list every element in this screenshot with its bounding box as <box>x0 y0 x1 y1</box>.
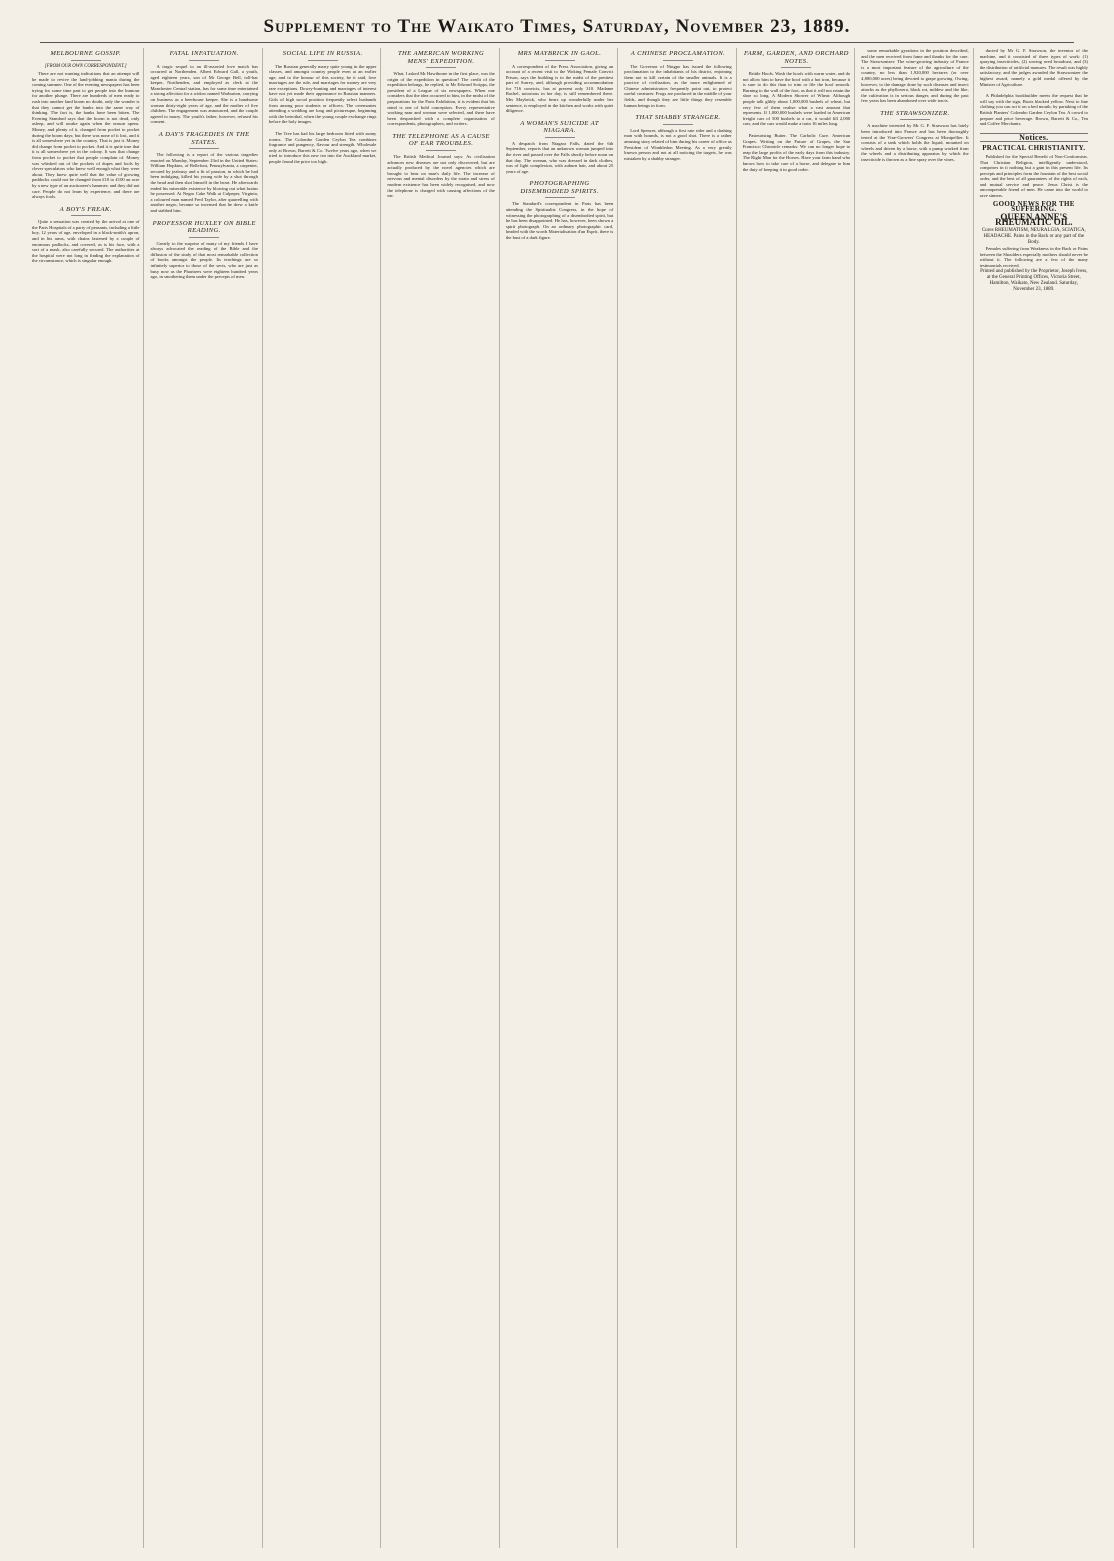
heading-rule <box>426 150 456 151</box>
advert-product: QUEEN ANNE'S RHEUMATIC OIL. <box>995 211 1073 228</box>
article-body: A despatch from Niagara Falls, dated the 6th September, reports that an unknown woman jumped into the river and passed over the Falls shortly before noon on that day. The woman, who was dressed in dark clothes, was of light complexion, with auburn hair, and about 25 years of age. <box>505 140 614 174</box>
notice-body: Published for the Special Benefit of Non-Conformists. That Christian Religion, intelligently understood, comprises in it nothing but a gain in this present life. Its precepts and principles form the fountain of the best social order, and the best of all guarantees of the rights of each, and mutual service and peace. Jesus Christ is the unconquerable friend of men. He came into the world to save sinners. <box>979 153 1088 199</box>
heading-rule <box>545 60 575 61</box>
article-body: Pasteurising Butter. The Carbolic Cure. American Grapes. Writing on the Future of Grapes, the San Francisco Chronicle remarks: We can no longer hope to reap the large profits of the early days from this industry. The Right Man for the Horses. Have your farm hand who knows how to take care of a horse, and delegate to him the duty of keeping it in good order. <box>742 132 851 172</box>
article-heading: MELBOURNE GOSSIP. <box>50 50 122 57</box>
article-body: What, I asked Mr Hawthorne in the first place, was the origin of the expedition in question? The credit of the expedition belongs, he replied, to Mr Edward Scripps, the president of a League of six newspapers. When one considers that the idea occurred to him, in the midst of the preparations for the Paris Exhibition, it is evident that his mind is one of bold conception. Every representative working man and woman were selected, and there have been despatched with a complete organisation of correspondents, photographers, and writers. <box>387 71 495 127</box>
article-heading: A WOMAN'S SUICIDE AT NIAGARA. <box>520 119 599 135</box>
article-heading: SOCIAL LIFE IN RUSSIA. <box>282 50 363 57</box>
article-heading: FARM, GARDEN, AND ORCHARD NOTES. <box>744 50 849 65</box>
masthead: Supplement to The Waikato Times, Saturday, November 23, 1889. <box>40 16 1074 43</box>
article-heading: PROFESSOR HUXLEY ON BIBLE READING. <box>152 219 256 235</box>
article-body: Greatly to the surprise of many of my friends I have always advocated the reading of the Bible and the diffusion of the study of that most remarkable collection of books amongst the people. Its teachings are so infinitely superior to those of the sects, who are just as busy now as the Pharisees were eighteen hundred years ago, in smothering them under the precepts of men. <box>150 240 258 280</box>
article <box>387 50 494 127</box>
article-body: The British Medical Journal says: As civilisation advances new diseases are not only discovered, but are actually produced by the novel agencies which are brought to bear on man's daily life. The increase of nervous and mental disorders by the strain and stress of modern existence has been widely recognised, and now the telephone is charged with causing affections of the ear. <box>387 153 495 199</box>
article-body: A tragic sequel to an ill-assorted love match has occurred at Northenden. Albert Edward Gall, a youth, aged eighteen years, son of Mr George Bell, toll-bar keeper, Northenden, and employed as clerk at the Manchester Central station, has for some time entertained a strong affection for a widow named Warburton, carrying on business as a beerhouse keeper. She is a handsome woman thirty-eight years of age, and the mother of five children. The engagement was announced, and the couple agreed to marry. The youth's father, however, refused his consent. <box>150 63 258 125</box>
article-heading: THAT SHABBY STRANGER. <box>635 114 721 122</box>
article-body: Quite a sensation was created by the arrival at one of the Paris Hospitals of a party of peasants, including a little boy, 12 years of age, enveloped in a black-smith's apron, and in his arms, with chains fastened by a couple of enormous padlocks, and covered, as is his face, with a sort of a mask, also carefully secured. The authorities at the hospital were not long in finding the explanation of the circumstance, which is singular enough. <box>32 219 140 264</box>
article-body: some remarkable gyrations in the position described, and the men received from fame and thanks for the cure. The Strawsonizer: The wine-growing industry of France is a most important feature of the agriculture of the country, no less than 1,920,000 hectares (or over 4,800,000 acres) being devoted to grape growing. Owing, however, to the damage done by such diseases and insect attacks as the phylloxera, black rot, mildew and the like, the cultivation is in serious danger, and during the past few years has been abandoned over wide tracts. <box>861 48 969 104</box>
heading-rule <box>71 60 101 61</box>
column-1 <box>32 48 144 1548</box>
article <box>150 131 257 214</box>
article-heading: MRS MAYBRICK IN GAOL. <box>517 50 602 57</box>
notices-heading: Notices. <box>980 133 1088 143</box>
article <box>980 93 1088 127</box>
article-heading: A CHINESE PROCLAMATION. <box>630 50 726 57</box>
article <box>32 50 139 200</box>
advert-cures: Cures RHEUMATISM, NEURALGIA, SCIATICA, HEADACHE. Pains in the Back or any part of the Body. <box>981 228 1086 246</box>
article <box>269 50 376 125</box>
article <box>861 110 968 163</box>
article-heading: THE STRAWSONIZER. <box>880 109 950 117</box>
article <box>506 180 613 240</box>
heading-rule <box>426 67 456 68</box>
article-heading: A DAY'S TRAGEDIES IN THE STATES. <box>158 131 250 146</box>
article <box>743 133 850 172</box>
column-5 <box>506 48 618 1548</box>
article-body: The Russian generally marry quite young in the upper classes, and amongst country people even at an earlier age; and to the honour of this society, be it said, love marriages are the rule, and marriages for money are very rare exceptions. Dowry-hunting and marriages of interest have not yet made their appearance in Russian manners. Girls of high social position frequently select husbands from among poor students or officers. The ceremonies attending a wedding are long and picturesque, beginning with the betrothal, when the young couple exchange rings before the holy images. <box>268 63 377 125</box>
article <box>269 131 376 165</box>
article <box>32 206 139 264</box>
article <box>150 50 257 125</box>
column-7 <box>743 48 855 1548</box>
article-heading: A BOY'S FREAK. <box>59 205 112 213</box>
heading-rule <box>308 60 338 61</box>
article-heading: THE AMERICAN WORKING MENS' EXPEDITION. <box>397 50 485 65</box>
article <box>387 133 494 199</box>
advert-lead: GOOD NEWS FOR THE SUFFERING. <box>992 199 1075 214</box>
notice-title: PRACTICAL CHRISTIANITY. <box>982 144 1086 153</box>
article <box>624 50 731 108</box>
article-subheading: [FROM OUR OWN CORRESPONDENT.] <box>44 63 127 69</box>
heading-rule <box>189 148 219 149</box>
article <box>506 50 613 114</box>
article <box>743 50 850 127</box>
article <box>506 120 613 175</box>
column-3 <box>269 48 381 1548</box>
heading-rule <box>781 67 811 68</box>
article-body: The Governor of Ningpo has issued the following proclamation to the inhabitants of his district, enjoining them not to kill certain of the smaller animals. It is a practice of civilisation, as the more enlightened of Chinese administrators frequently point out, to protect useful creatures: Frogs are produced in the middle of your fields, and though they are little things they resemble human beings in form. <box>624 63 732 108</box>
column-4 <box>387 48 499 1548</box>
article-body: Lord Spencer, although a first rate rider and a dashing man with hounds, is not a good shot. There is a rather amusing story related of him during his career of office as President of Wimbledon Meeting. As a very greatly known person and not at all noticing the targets, he was mistaken by a shabby stranger. <box>624 127 732 161</box>
article-body: A machine invented by Mr G. F. Strawson has lately been introduced into France and has been thoroughly tested at the Vine-Growers' Congress at Montpellier. It consists of a tank which holds the liquid, mounted on wheels and driven by a horse, with a pump worked from the wheels and a distributing apparatus by which the insecticide is thrown as a fine spray over the vines. <box>861 123 969 162</box>
article-body: The following is a report of the various tragedies enacted on Monday, September 23rd in the United States: William Hopkins, of Bellefont, Pennsylvania, a carpenter, secured by jealousy and a fit of passion, in which he had been indulging, killed his young wife by a shot through the head and then shot himself in the heart. He afterwards ended his miserable existence by blowing out what brains he possessed. At Negro Cake Walk at Culpeper, Virginia, a coloured man named Fred Taylor, after quarrelling with another negro, became so incensed that he drew a knife and stabbed him. <box>150 152 258 213</box>
column-6 <box>624 48 736 1548</box>
article-body: A correspondent of the Press Association, giving an account of a recent visit to the Woking Female Convict Prison, says the building is in the midst of the prettiest part of Surrey, and, although providing accommodation for 716 convicts, has at present only 310. Madame Rachel, notorious in her day, is still remembered there. Mrs Maybrick, who bears up wonderfully under her sentence, is employed in the kitchen and works with quiet diligence. <box>505 63 614 114</box>
heading-rule <box>71 215 101 216</box>
article-body: The Tree has had his large bedroom fitted with sunny rooms. The Colombo Garden Ceylon Tea combines fragrance and pungency, flavour and strength. Wholesale only at Brown, Barrett & Co. Twelve years ago, when we tried to introduce this new tea into the Auckland market, people found the price too high. <box>268 131 377 164</box>
article <box>980 48 1088 87</box>
advert-body: Females suffering from Weakness in the Back or Pains between the Shoulders especially mothers should never be without it. The following are a few of the many testimonials received. <box>979 246 1088 268</box>
heading-rule <box>900 119 930 120</box>
article-body: A Philadelphia bookbuilder meets the request that he will say with the sign, Boots blacked yellow. Next to fine clothing you can act it on a bed mouth, by partaking of the British Planters' Colombo Garden Ceylon Tea. A crowd to prepare and price beverage. Brown, Barrett & Co., Tea and Coffee Merchants. <box>979 93 1088 127</box>
heading-rule <box>663 60 693 61</box>
article <box>861 48 968 104</box>
column-8 <box>861 48 973 1548</box>
article-body: Brittle Hoofs. Wash the hoofs with warm water, and do not allow him to have the hoof with a hot iron, because it is sure to do this than to trim or file the hoof smooth. Burning to the wall of the foot, as that it will not retain the shoe so long. A Modern Shower of Wheat: Although people talk glibly about 1,000,000 bushels of wheat, but very few of them realise what a vast amount that represents. If 1,000,000 bushels were loaded in American freight cars of 500 bushels to a car, it would fill 2,000 cars, and the cars would make a train 16 miles long. <box>742 71 851 127</box>
article-heading: FATAL INFATUATION. <box>169 50 239 57</box>
article-body: ducted by Mr G. F. Strawson, the inventor of the machine, and it consisted of three types of work: (1) spraying insecticides, (2) sowing seed broadcast, and (3) the distribution of artificial manures. The result was highly satisfactory, and the judges awarded the Strawsonizer the highest award, namely a gold medal offered by the Minister of Agriculture. <box>979 48 1088 87</box>
heading-rule <box>545 197 575 198</box>
imprint-footer: Printed and published by the Proprietor, Joseph Ivess, at the General Printing Offices, Victoria Street, Hamilton, Waikato, New Zealand. Saturday, November 23, 1889. <box>980 269 1088 293</box>
columns-container <box>32 48 1092 1548</box>
article <box>624 114 731 161</box>
heading-rule <box>189 60 219 61</box>
article-heading: PHOTOGRAPHING DISEMBODIED SPIRITS. <box>520 180 599 195</box>
heading-rule <box>189 237 219 238</box>
column-2 <box>150 48 262 1548</box>
article-body: There are not wanting indications that an attempt will be made to revive the land-jobbing mania during the coming summer. One of the evening newspapers has been trying for some time past to get people into the humour for another plunge. There are hundreds of men ready to rush into another land boom no doubt, only the wonder is that they cannot get the banks into the same way of thinking. The fact is, the banks have been bitten. The Evening Standard says that the boom is not dead, only asleep, and will awake again when the season opens. Money, and plenty of it, changed from pocket to pocket during the boom days; but there was none of it lost, and it is all somewhere yet in the country. That is just it. Money did change from pocket to pocket. And it is quite true that it is all somewhere yet in the colony. It was that change from pocket to pocket that people complain of. Money was whisked out of the pockets of dupes and fools by clever speculators who knew well enough what they were about. They knew quite well that the value of growing paddocks could not be changed from £10 to £100 an acre by a new type of an auctioneer's hammer; and they did not care. People do not learn by experience, and there are always fools. <box>32 71 140 200</box>
column-9 <box>980 48 1092 1548</box>
article-body: The Standard's correspondent in Paris has been attending the Spiritualist Congress, in the hope of witnessing the photographing of a disembodied spirit, but he has been disappointed. He has, however, been shown a spirit photograph. On an ordinary photographic card, headed with the words Materialisation d'un Esprit, there is the bust of a dark figure. <box>505 201 614 240</box>
article <box>150 220 257 280</box>
heading-rule <box>545 137 575 138</box>
article-heading: THE TELEPHONE AS A CAUSE OF EAR TROUBLES. <box>392 132 490 148</box>
heading-rule <box>663 124 693 125</box>
